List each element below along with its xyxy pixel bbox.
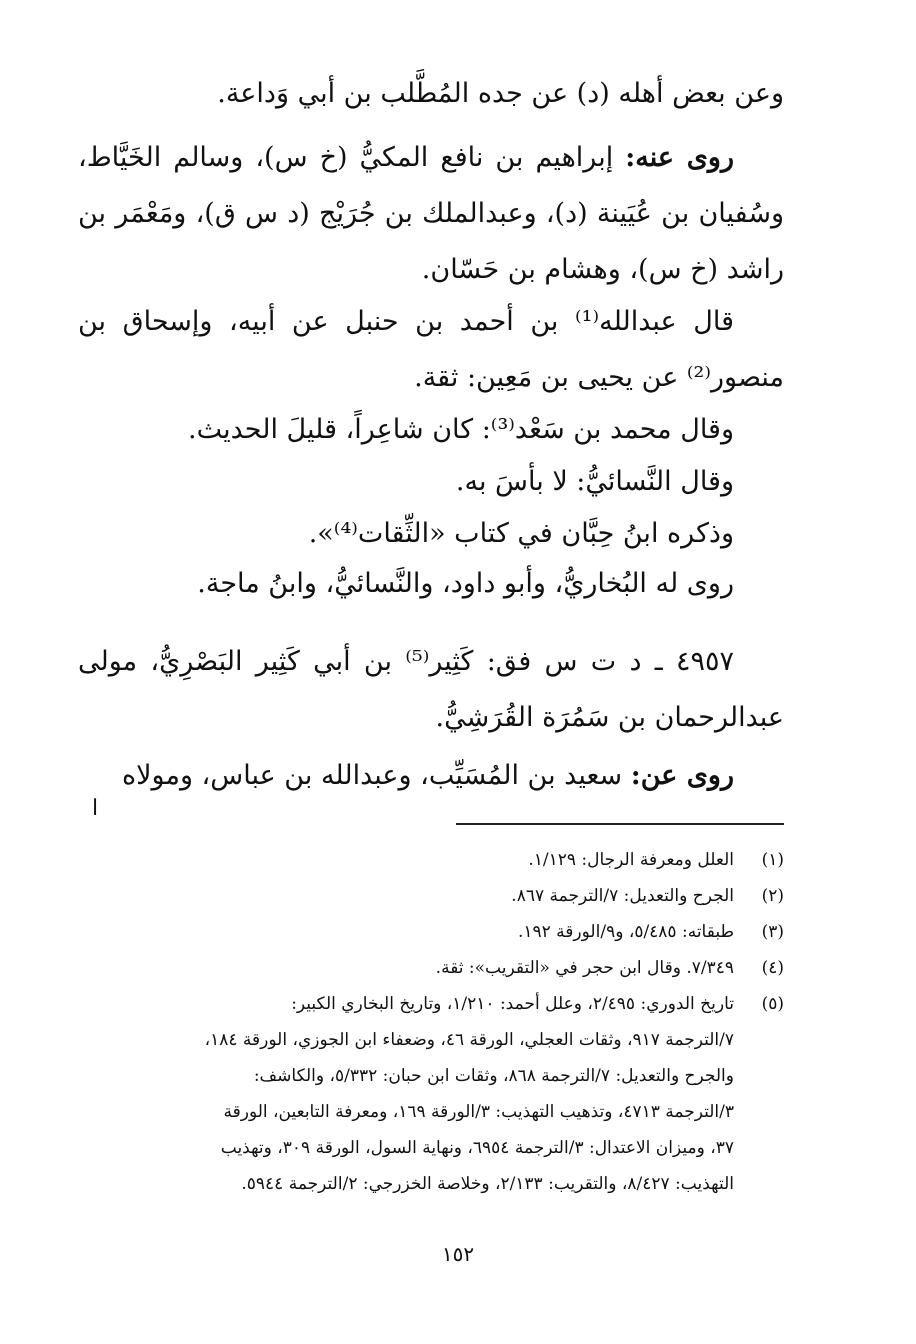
page-number: ١٥٢ <box>441 1242 475 1266</box>
ibn-sad-paragraph <box>78 402 784 458</box>
narrated-from-him-label: روى عنه: <box>625 142 734 173</box>
footnote-5-line-6: التهذيب: ٨/٤٢٧، والتقريب: ٢/١٣٣، وخلاصة الخزرجي: ٢/الترجمة ٥٩٤٤. <box>241 1174 734 1194</box>
narrators-from-him-paragraph <box>78 130 784 298</box>
text-line-1 <box>78 66 784 122</box>
footnote-number: (١) <box>761 850 784 870</box>
entry-4957-heading <box>78 634 784 746</box>
footnote-4 <box>82 950 784 986</box>
footnote-number: (٥) <box>761 994 784 1014</box>
narrators-list: إبراهيم بن نافع المكيُّ (خ س)، وسالم الخَيَّاط، وسُفيان بن عُيَينة (د)، وعبدالملك بن جُرَيْج (د س ق)، ومَعْمَر بن راشد (خ س)، وهشام بن حَسّان. <box>78 142 784 285</box>
narrated-from-text: سعيد بن المُسَيِّب، وعبدالله بن عباس، ومولاه <box>121 760 623 791</box>
footnote-text: طبقاته: ٥/٤٨٥، و٩/الورقة ١٩٢. <box>517 922 734 942</box>
footnote-number: (٢) <box>761 886 784 906</box>
footnote-text: تاريخ الدوري: ٢/٤٩٥، وعلل أحمد: ١/٢١٠، وتاريخ البخاري الكبير: <box>291 994 734 1014</box>
footnote-5 <box>82 986 784 1022</box>
footnote-5-line-2: ٧/الترجمة ٩١٧، وثقات العجلي، الورقة ٤٦، وضعفاء ابن الجوزي، الورقة ١٨٤، <box>204 1030 734 1050</box>
paragraph-5: وقال النَّسائيُّ: لا بأسَ به. <box>455 466 734 497</box>
narrated-from-label: روى عن: <box>630 760 734 791</box>
footnote-3 <box>82 914 784 950</box>
footnotes <box>82 842 784 1202</box>
footnote-2 <box>82 878 784 914</box>
footnote-number: (٣) <box>761 922 784 942</box>
paragraph-7: روى له البُخاريُّ، وأبو داود، والنَّسائيُّ، وابنُ ماجة. <box>197 568 734 599</box>
paragraph-1: وعن بعض أهله (د) عن جده المُطَّلب بن أبي وَداعة. <box>217 78 784 109</box>
paragraph-3: قال عبدالله⁽¹⁾ بن أحمد بن حنبل عن أبيه، وإسحاق بن منصور⁽²⁾ عن يحيى بن مَعِين: ثقة. <box>78 306 784 393</box>
footnote-1 <box>82 842 784 878</box>
paragraph-4: وقال محمد بن سَعْد⁽³⁾: كان شاعِراً، قليلَ الحديث. <box>188 414 734 445</box>
narrated-by-paragraph <box>78 556 784 612</box>
footnote-text: العلل ومعرفة الرجال: ١/١٢٩. <box>528 850 734 870</box>
continuation-mark: ا <box>92 796 99 821</box>
footnote-text: الجرح والتعديل: ٧/الترجمة ٨٦٧. <box>511 886 734 906</box>
footnote-text: ٧/٣٤٩. وقال ابن حجر في «التقريب»: ثقة. <box>435 958 734 978</box>
footnote-5-line-4: ٣/الترجمة ٤٧١٣، وتذهيب التهذيب: ٣/الورقة ١٦٩، ومعرفة التابعين، الورقة <box>223 1102 734 1122</box>
nasai-paragraph <box>78 454 784 510</box>
ibn-hibban-paragraph <box>78 506 784 562</box>
footnote-number: (٤) <box>761 958 784 978</box>
narrated-from-paragraph <box>78 748 784 804</box>
ibn-hanbal-paragraph <box>78 294 784 406</box>
footnote-5-line-5: ٣٧، وميزان الاعتدال: ٣/الترجمة ٦٩٥٤، ونهاية السول، الورقة ٣٠٩، وتهذيب <box>220 1138 734 1158</box>
footnote-separator <box>456 823 784 825</box>
paragraph-6: وذكره ابنُ حِبَّان في كتاب «الثِّقات⁽⁴⁾». <box>308 518 734 549</box>
entry-4957-text: ٤٩٥٧ ـ د ت س فق: كَثِير⁽⁵⁾ بن أبي كَثِير البَصْرِيُّ، مولى عبدالرحمان بن سَمُرَة القُرَشِيُّ. <box>78 646 784 733</box>
footnote-5-line-3: والجرح والتعديل: ٧/الترجمة ٨٦٨، وثقات ابن حبان: ٥/٣٣٢، والكاشف: <box>253 1066 734 1086</box>
